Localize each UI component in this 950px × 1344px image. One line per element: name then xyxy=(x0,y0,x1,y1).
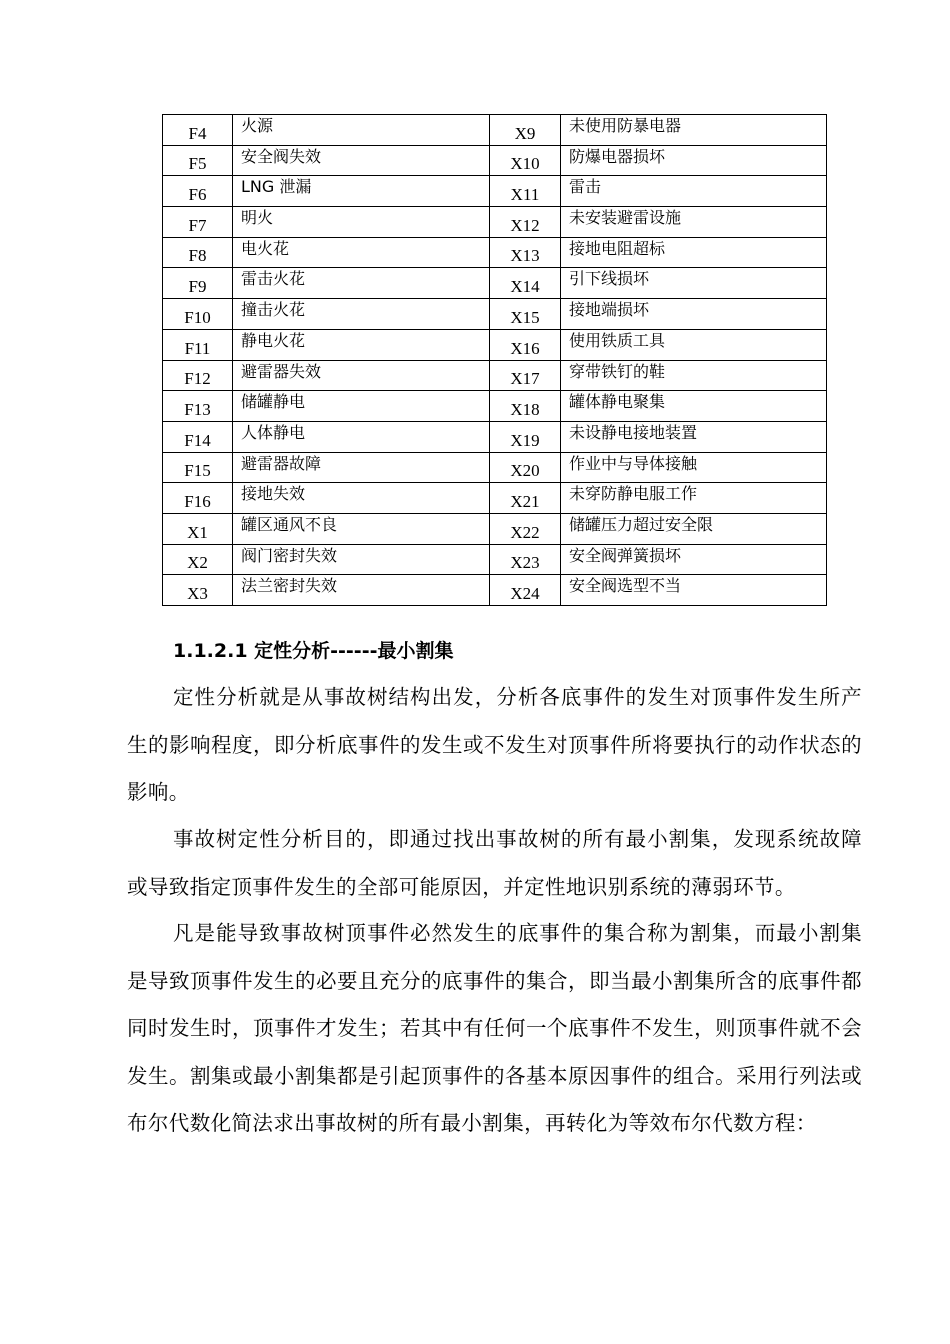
event-description-cell: 安全阀失效 xyxy=(233,145,490,176)
event-code-cell: F14 xyxy=(163,421,233,452)
event-description-cell: 避雷器故障 xyxy=(233,452,490,483)
event-code-cell: X13 xyxy=(490,237,561,268)
event-description-cell: 未设静电接地装置 xyxy=(561,421,827,452)
event-code-cell: F12 xyxy=(163,360,233,391)
table-row xyxy=(163,360,827,391)
table-row xyxy=(163,115,827,146)
event-code-cell: X17 xyxy=(490,360,561,391)
event-description-cell: 火源 xyxy=(233,115,490,146)
event-description-cell: 使用铁质工具 xyxy=(561,329,827,360)
table-row xyxy=(163,237,827,268)
event-code-cell: X10 xyxy=(490,145,561,176)
event-code-cell: F10 xyxy=(163,299,233,330)
event-code-cell: X16 xyxy=(490,329,561,360)
event-code-cell: X19 xyxy=(490,421,561,452)
event-code-cell: F11 xyxy=(163,329,233,360)
table-row xyxy=(163,575,827,606)
event-code-cell: X1 xyxy=(163,513,233,544)
event-code-cell: X18 xyxy=(490,391,561,422)
event-description-cell: 接地失效 xyxy=(233,483,490,514)
event-description-cell: 人体静电 xyxy=(233,421,490,452)
event-code-cell: F13 xyxy=(163,391,233,422)
table-row xyxy=(163,513,827,544)
event-code-cell: X22 xyxy=(490,513,561,544)
event-code-cell: F8 xyxy=(163,237,233,268)
paragraph-cut-set-definition: 凡是能导致事故树顶事件必然发生的底事件的集合称为割集，而最小割集是导致顶事件发生的必要且充分的底事件的集合，即当最小割集所含的底事件都同时发生时，顶事件才发生；若其中有任何一个底事件不发生，则顶事件就不会发生。割集或最小割集都是引起顶事件的各基本原因事件的组合。采用行列法或布尔代数化简法求出事故树的所有最小割集，再转化为等效布尔代数方程： xyxy=(127,921,862,1135)
event-code-cell: F5 xyxy=(163,145,233,176)
event-code-cell: X12 xyxy=(490,207,561,238)
event-description-cell: 阀门密封失效 xyxy=(233,544,490,575)
event-description-cell: 作业中与导体接触 xyxy=(561,452,827,483)
table-row xyxy=(163,207,827,238)
event-description-cell: 安全阀弹簧损坏 xyxy=(561,544,827,575)
paragraph-analysis-purpose: 事故树定性分析目的，即通过找出事故树的所有最小割集，发现系统故障或导致指定顶事件发生的全部可能原因，并定性地识别系统的薄弱环节。 xyxy=(127,827,862,899)
event-code-table xyxy=(162,114,827,606)
event-code-cell: F6 xyxy=(163,176,233,207)
event-description-cell: 静电火花 xyxy=(233,329,490,360)
paragraph-qualitative-definition: 定性分析就是从事故树结构出发，分析各底事件的发生对顶事件发生所产生的影响程度，即分析底事件的发生或不发生对顶事件所将要执行的动作状态的影响。 xyxy=(127,685,862,804)
table-row xyxy=(163,421,827,452)
event-table-body xyxy=(163,115,827,606)
event-description-cell: LNG 泄漏 xyxy=(233,176,490,207)
event-code-cell: X9 xyxy=(490,115,561,146)
event-description-cell: 接地端损坏 xyxy=(561,299,827,330)
event-code-cell: X20 xyxy=(490,452,561,483)
event-code-cell: X14 xyxy=(490,268,561,299)
table-row xyxy=(163,299,827,330)
table-row xyxy=(163,176,827,207)
event-description-cell: 穿带铁钉的鞋 xyxy=(561,360,827,391)
event-description-cell: 引下线损坏 xyxy=(561,268,827,299)
table-row xyxy=(163,544,827,575)
table-row xyxy=(163,145,827,176)
event-description-cell: 雷击火花 xyxy=(233,268,490,299)
event-description-cell: 罐区通风不良 xyxy=(233,513,490,544)
event-code-cell: F7 xyxy=(163,207,233,238)
event-code-cell: X21 xyxy=(490,483,561,514)
event-code-cell: X3 xyxy=(163,575,233,606)
event-description-cell: 未安装避雷设施 xyxy=(561,207,827,238)
event-description-cell: 雷击 xyxy=(561,176,827,207)
event-code-cell: F16 xyxy=(163,483,233,514)
event-code-cell: F15 xyxy=(163,452,233,483)
event-description-cell: 撞击火花 xyxy=(233,299,490,330)
table-row xyxy=(163,452,827,483)
event-description-cell: 储罐压力超过安全限 xyxy=(561,513,827,544)
event-description-cell: 避雷器失效 xyxy=(233,360,490,391)
event-code-cell: X15 xyxy=(490,299,561,330)
table-row xyxy=(163,268,827,299)
section-heading: 1.1.2.1 定性分析------最小割集 xyxy=(173,640,454,662)
event-description-cell: 接地电阻超标 xyxy=(561,237,827,268)
event-code-cell: X23 xyxy=(490,544,561,575)
event-description-cell: 明火 xyxy=(233,207,490,238)
event-description-cell: 法兰密封失效 xyxy=(233,575,490,606)
table-row xyxy=(163,329,827,360)
event-code-cell: X24 xyxy=(490,575,561,606)
event-description-cell: 安全阀选型不当 xyxy=(561,575,827,606)
event-code-cell: F4 xyxy=(163,115,233,146)
event-description-cell: 电火花 xyxy=(233,237,490,268)
event-code-cell: X11 xyxy=(490,176,561,207)
event-description-cell: 防爆电器损坏 xyxy=(561,145,827,176)
table-row xyxy=(163,483,827,514)
event-description-cell: 罐体静电聚集 xyxy=(561,391,827,422)
event-code-cell: F9 xyxy=(163,268,233,299)
event-description-cell: 未使用防暴电器 xyxy=(561,115,827,146)
event-code-cell: X2 xyxy=(163,544,233,575)
table-row xyxy=(163,391,827,422)
event-description-cell: 储罐静电 xyxy=(233,391,490,422)
event-description-cell: 未穿防静电服工作 xyxy=(561,483,827,514)
